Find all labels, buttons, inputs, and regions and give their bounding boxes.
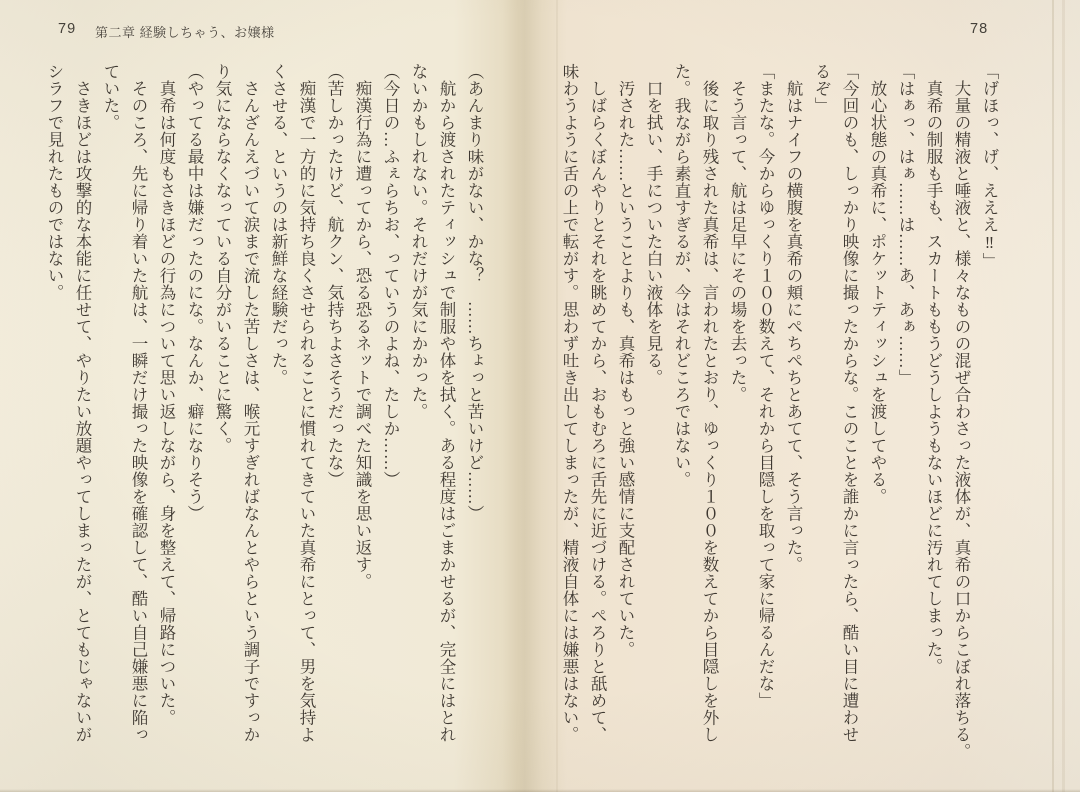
text-line: 「げほっ、げ、えええ‼」 [980,63,999,270]
text-line: るぞ」 [812,63,831,114]
text-line: 真希は何度もさきほどの行為について思い返しながら、身を整えて、帰路についた。 [157,63,176,726]
text-line: しばらくぼんやりとそれを眺めてから、おもむろに舌先に近づける。ぺろりと舐めて、 [588,63,607,743]
left-page-text-block [40,63,488,753]
right-page-text-block [555,63,1003,760]
text-line: （あんまり味がない、かな？ ……ちょっと苦いけど……） [465,63,484,522]
text-line: 「今回のも、しっかり映像に撮ったからな。このことを誰かに言ったら、酷い目に遭わせ [840,63,859,743]
text-line: た。我ながら素直すぎるが、今はそれどころではない。 [672,63,691,488]
text-line: ていた。 [101,63,120,131]
text-line: 大量の精液と唾液と、様々なものの混ぜ合わさった液体が、真希の口からこぼれ落ちる。 [952,63,971,760]
text-line: 真希の制服も手も、スカートももうどうしようもないほどに汚れてしまった。 [924,63,943,675]
chapter-running-head: 第二章 経験しちゃう、お嬢様 [95,25,275,40]
page-number-left: 79 [58,21,77,37]
page-number-right: 78 [970,21,989,37]
text-line: （今日の…ふぇらちお、っていうのよね、たしか……） [381,63,400,488]
text-line: くさせる、というのは新鮮な経験だった。 [269,63,288,386]
text-line: り気にならなくなっている自分がいることに驚く。 [213,63,232,454]
text-line: （苦しかったけど、航クン、気持ちよさそうだったな） [325,63,344,488]
text-line: 味わうように舌の上で転がす。思わず吐き出してしまったが、精液自体には嫌悪はない。 [560,63,579,743]
text-line: ないかもしれない。それだけが気にかかった。 [409,63,428,420]
text-line: 放心状態の真希に、ポケットティッシュを渡してやる。 [868,63,887,505]
text-line: 後に取り残された真希は、言われたとおり、ゆっくり１００を数えてから目隠しを外し [700,63,719,743]
text-line: 「はぁっ、はぁ……は……あ、あぁ……」 [896,63,915,386]
text-line: 「またな。今からゆっくり１００数えて、それから目隠しを取って家に帰るんだな」 [756,63,775,709]
page-right [530,0,1080,792]
text-line: 航から渡されたティッシュで制服や体を拭く。ある程度はごまかせるが、完全にはとれ [437,63,456,743]
text-line: 痴漢で一方的に気持ち良くさせられることに慣れてきていた真希にとって、男を気持よ [297,63,316,743]
page-left [0,0,530,792]
text-line: そのころ、先に帰り着いた航は、一瞬だけ撮った映像を確認して、酷い自己嫌悪に陥っ [129,63,148,743]
text-line: 航はナイフの横腹を真希の頬にぺちぺちとあてて、そう言った。 [784,63,803,573]
text-line: （やってる最中は嫌だったのにな。なんか、癖になりそう） [185,63,204,522]
text-line: さきほどは攻撃的な本能に任せて、やりたい放題やってしまったが、とてもじゃないが [73,63,92,743]
text-line: 口を拭い、手についた白い液体を見る。 [644,63,663,386]
text-line: さんざんえづいて涙まで流した苦しさは、喉元すぎればなんとやらという調子ですっか [241,63,260,743]
text-line: 痴漢行為に遭ってから、恐る恐るネットで調べた知識を思い返す。 [353,63,372,590]
text-line: そう言って、航は足早にその場を去った。 [728,63,747,403]
text-line: シラフで見れたものではない。 [45,63,64,301]
text-line: 汚された……ということよりも、真希はもっと強い感情に支配されていた。 [616,63,635,658]
